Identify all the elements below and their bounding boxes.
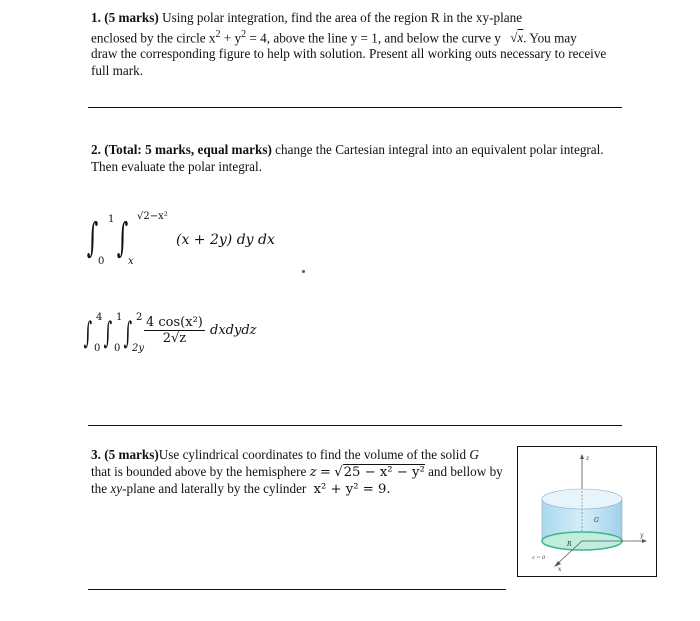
integral-sign-outer: ∫	[86, 215, 99, 261]
int1-integrand: (x + 2y) dy dx	[176, 232, 275, 248]
y-axis-label: y	[640, 532, 644, 539]
q2-number: 2.	[91, 142, 101, 157]
integral-2	[83, 308, 306, 358]
q1-text-circle: enclosed by the circle x	[91, 29, 216, 45]
question-2	[91, 142, 631, 175]
divider-1	[88, 107, 622, 108]
q1-marks: (5 marks)	[104, 10, 159, 25]
q1-number: 1.	[91, 10, 101, 25]
q2-marks: (Total: 5 marks, equal marks)	[104, 142, 272, 157]
divider-3	[88, 589, 506, 590]
q2-line1	[91, 142, 631, 159]
cylinder-figure	[517, 446, 657, 577]
q3-z: z	[309, 464, 317, 480]
q1-sqrt: √x	[510, 29, 524, 45]
int1-inner-upper: √2−x²	[137, 211, 168, 222]
question-1	[91, 10, 631, 79]
q2-line2: Then evaluate the polar integral.	[91, 158, 262, 174]
q3-cylinder-eq: x² + y² = 9.	[313, 482, 391, 497]
q3-line1	[91, 447, 516, 464]
int2-denominator: 2√z	[162, 331, 187, 346]
q3-text-cylinder: -plane and laterally by the cylinder	[122, 481, 307, 496]
int2-fraction	[144, 315, 205, 346]
q3-text-line1: Use cylindrical coordinates to find the volume of the solid	[158, 447, 467, 462]
int1-inner-lower: x	[128, 256, 134, 267]
q3-line2	[91, 464, 516, 482]
int2-upper-1: 4	[96, 312, 103, 323]
int2-upper-2: 1	[116, 312, 123, 323]
q1-line3: draw the corresponding figure to help with solution. Present all working outs necessary to receive	[91, 46, 607, 62]
q2-text-line1: change the Cartesian integral into an equivalent polar integral.	[275, 142, 604, 157]
solid-g-label: G	[594, 517, 599, 524]
q1-text-line: = 4, above the line y = 1, and below the curve y	[246, 29, 501, 45]
int1-outer-upper: 1	[108, 214, 115, 225]
integral-sign-inner: ∫	[116, 215, 129, 261]
q3-text-bellow: and bellow by	[428, 463, 503, 479]
q3-sqrt: √25 − x² − y²	[334, 464, 425, 480]
q3-solid-g: G	[469, 447, 479, 462]
question-3	[91, 447, 516, 499]
stray-dot	[302, 270, 305, 273]
integral-sign-1: ∫	[83, 316, 93, 351]
integral-1	[86, 206, 386, 272]
z-axis-arrow	[580, 454, 584, 459]
integral-sign-3: ∫	[123, 316, 133, 351]
x-axis-label: x	[558, 566, 562, 573]
z0-label: z = 0	[532, 555, 546, 561]
int2-lower-2: 0	[114, 343, 121, 354]
q1-text-may: . You may	[523, 29, 577, 45]
q3-xy: xy	[110, 481, 123, 496]
cylinder-diagram	[518, 447, 656, 576]
int2-upper-3: 2	[136, 312, 143, 323]
q3-number: 3.	[91, 447, 101, 462]
int2-differentials: dxdydz	[210, 323, 257, 338]
int2-numerator: 4 cos(x²)	[146, 315, 203, 330]
q3-line3	[91, 481, 516, 499]
q3-marks: (5 marks)	[104, 447, 159, 462]
q1-line1	[91, 10, 631, 27]
int2-lower-3: 2y	[132, 343, 145, 354]
q3-text-the: the	[91, 481, 108, 496]
q3-equals: =	[319, 464, 331, 480]
q3-text-hemisphere: that is bounded above by the hemisphere	[91, 463, 307, 479]
integral-sign-2: ∫	[103, 316, 113, 351]
divider-2	[88, 425, 622, 426]
q3-sqrt-arg: 25 − x² − y²	[343, 464, 425, 480]
q1-text-line1: Using polar integration, find the area of the region R in the xy-plane	[162, 10, 523, 25]
y-axis-arrow	[642, 539, 647, 543]
int1-outer-lower: 0	[98, 256, 105, 267]
q1-sqrt-arg: x	[517, 29, 524, 45]
q1-line4: full mark.	[91, 62, 144, 78]
int2-lower-1: 0	[94, 343, 101, 354]
q1-line2: enclosed by the circle $x^2 + y^2 = 4$, above the line y = 1, and below the curve y √x. You may	[91, 28, 577, 45]
q1-text-plus: + y	[220, 29, 242, 45]
region-r-label: R	[567, 541, 572, 548]
z-axis-label: z	[586, 455, 590, 462]
